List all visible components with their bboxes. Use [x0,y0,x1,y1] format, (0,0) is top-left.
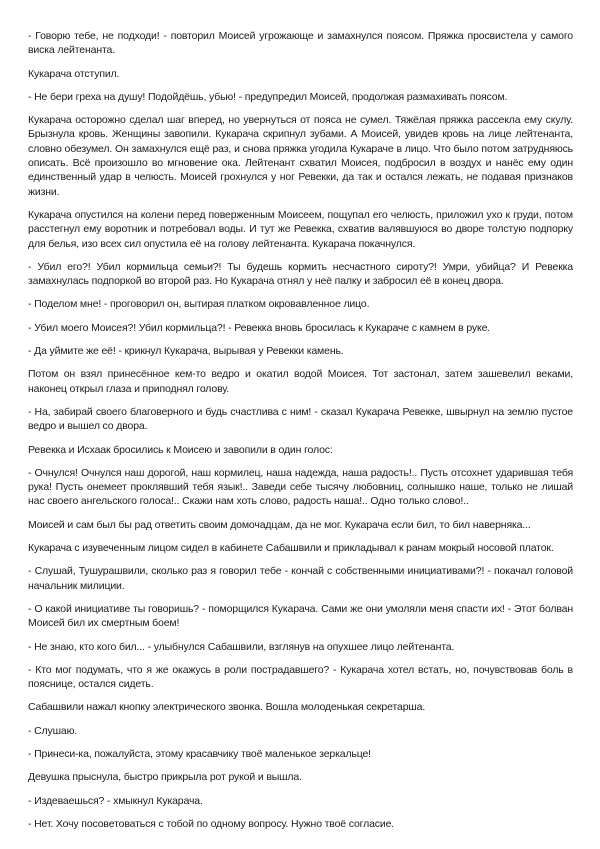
paragraph: - Не бери греха на душу! Подойдёшь, убью! - предупредил Моисей, продолжая размахивать поясом. [28,90,508,103]
paragraph: - Нет. Хочу посоветоваться с тобой по одному вопросу. Нужно твоё согласие. [28,817,395,830]
paragraph: - Убил его?! Убил кормильца семьи?! Ты будешь кормить несчастного сироту?! Умри, убийца? И Ревекка замахнулась подпоркой во второй раз. Но Кукарача отнял у неё палку и забросил её в конец двора. [28,260,573,288]
paragraph: - Кто мог подумать, что я же окажусь в роли пострадавшего? - Кукарача хотел встать, но, почувствовав боль в пояснице, остался сидеть. [28,663,573,691]
paragraph: - Да уймите же её! - крикнул Кукарача, вырывая у Ревекки камень. [28,345,344,358]
paragraph: Девушка прыснула, быстро прикрыла рот рукой и вышла. [28,771,302,784]
paragraph: - Принеси-ка, пожалуйста, этому красавчику твоё маленькое зеркальце! [28,747,371,760]
paragraph: Ревекка и Исхаак бросились к Моисею и завопили в один голос: [28,443,333,456]
paragraph: Потом он взял принесённое кем-то ведро и окатил водой Моисея. Тот застонал, затем зашевелил веками, наконец открыл глаза и приподнял голову. [28,368,573,395]
paragraph: - Говорю тебе, не подходи! - повторил Моисей угрожающе и замахнулся поясом. Пряжка просвистела у самого виска лейтенанта. [28,30,573,57]
paragraph: - На, забирай своего благоверного и будь счастлива с ним! - сказал Кукарача Ревекке, швырнул на землю пустое ведро и вышел со двора. [28,405,573,433]
paragraph: Кукарача с изувеченным лицом сидел в кабинете Сабашвили и прикладывал к ранам мокрый носовой платок. [28,542,554,555]
paragraph: - О какой инициативе ты говоришь? - поморщился Кукарача. Сами же они умоляли меня спасти их! - Этот болван Моисей бил их смертным боем! [28,602,573,630]
paragraph: Сабашвили нажал кнопку электрического звонка. Вошла молоденькая секретарша. [28,701,426,714]
paragraph: Кукарача опустился на колени перед поверженным Моисеем, пощупал его челюсть, приложил ухо к груди, потом расстегнул ему воротник и потребовал воды. И тут же Ревекка, схватив валявшуюся во дворе толстую подпорку для белья, изо всех сил опустила её на голову лейтенанта. Кукарача покачнулся. [28,208,573,250]
paragraph: - Слушай, Тушурашвили, сколько раз я говорил тебе - кончай с собственными инициативами?! - покачал головой начальник милиции. [28,565,573,592]
paragraph: - Убил моего Моисея?! Убил кормильца?! - Ревекка вновь бросилась к Кукараче с камнем в руке. [28,321,491,334]
paragraph: Кукарача осторожно сделал шаг вперед, но увернуться от пояса не сумел. Тяжёлая пряжка рассекла ему скулу. Брызнула кровь. Женщины завопили. Кукарача скрипнул зубами. А Моисей, увидев кровь на лице лейтенанта, словно обезумел. Он замахнулся ещё раз, и снова пряжка угодила Кукараче в лицо. Что было потом затрудняюсь описать. Всё произошло во мгновение ока. Лейтенант схватил Моисея, подбросил в воздух и нанёс ему один единственный удар в челюсть. Моисей грохнулся у ног Ревекки, да так и остался лежать, не подавая признаков жизни. [28,114,573,198]
paragraph: - Издеваешься? - хмыкнул Кукарача. [28,794,203,807]
paragraph: - Поделом мне! - проговорил он, вытирая платком окровавленное лицо. [28,298,370,311]
paragraph: Моисей и сам был бы рад ответить своим домочадцам, да не мог. Кукарача если бил, то бил наверняка... [28,518,531,531]
paragraph: Кукарача отступил. [28,67,120,80]
paragraph: - Слушаю. [28,724,78,737]
paragraph: - Не знаю, кто кого бил... - улыбнулся Сабашвили, взглянув на опухшее лицо лейтенанта. [28,640,455,653]
paragraph: - Очнулся! Очнулся наш дорогой, наш кормилец, наша надежда, наша радость!.. Пусть отсохнет ударившая тебя рука! Пусть онемеет проклявший тебя язык!.. Заведи себе тысячу любовниц, солнышко наше, только не лишай нас своего ангельского голоса!.. Скажи нам хоть слово, радость наша!.. Одно только слово!.. [28,466,573,508]
